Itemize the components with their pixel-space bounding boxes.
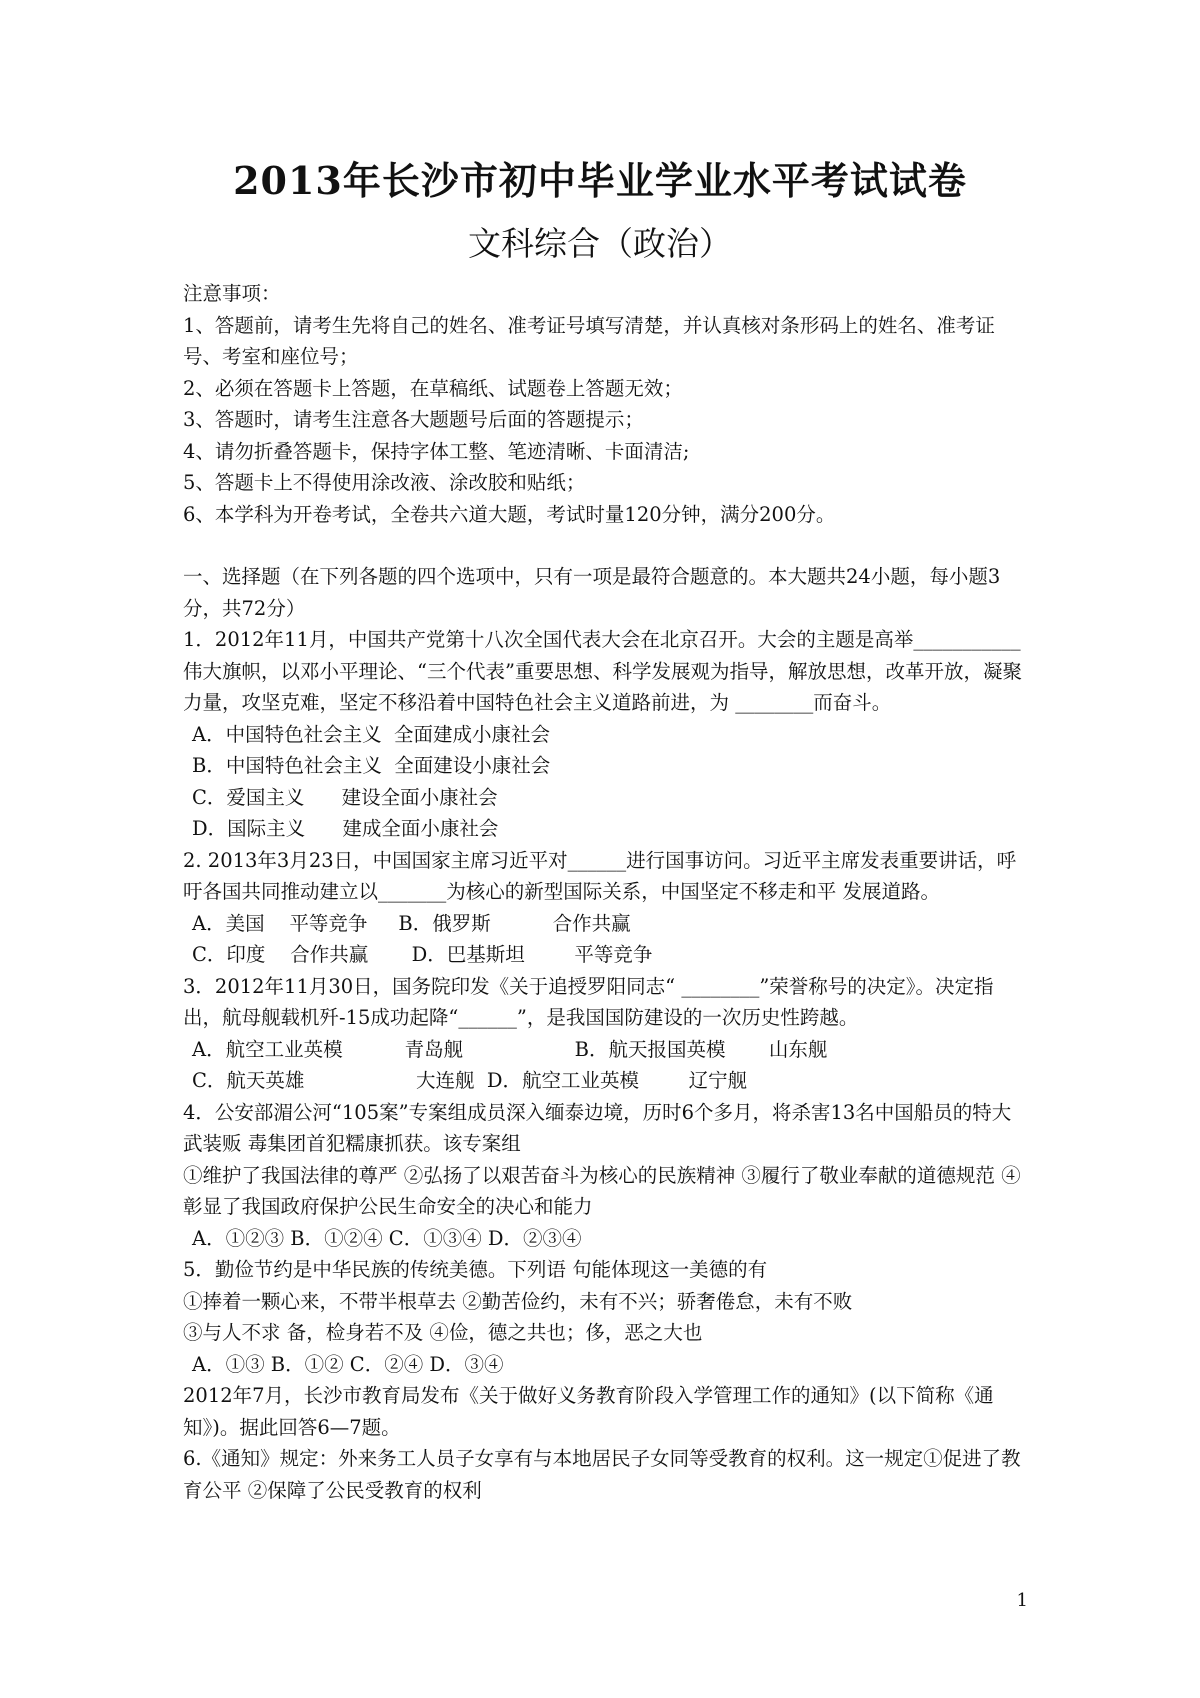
question-option: C．印度 合作共赢 D．巴基斯坦 平等竞争 [192, 943, 653, 966]
question-stem-3: 3．2012年11月30日，国务院印发《关于追授罗阳同志“ ________”荣誉称号的决定》。决定指出，航母舰载机歼-15成功起降“______”，是我国国防建设的一次历史性跨越。 [183, 974, 994, 1029]
question-statements: ③与人不求 备，检身若不及 ④俭，德之共也；侈，恶之大也 [183, 1321, 703, 1344]
question-stem-4: 4．公安部湄公河“105案”专案组成员深入缅泰边境，历时6个多月，将杀害13名中国船员的特大武装贩 毒集团首犯糯康抓获。该专案组 [183, 1100, 1012, 1155]
question-stem-5: 5．勤俭节约是中华民族的传统美德。下列语 句能体现这一美德的有 [183, 1258, 768, 1281]
notice-item: 1、答题前，请考生先将自己的姓名、准考证号填写清楚，并认真核对条形码上的姓名、准考证号、考室和座位号； [183, 313, 995, 368]
question-option: A．美国 平等竞争 B．俄罗斯 合作共赢 [192, 911, 631, 935]
question-statements: ①捧着一颗心来，不带半根草去 ②勤苦俭约，未有不兴；骄奢倦怠，未有不败 [183, 1289, 853, 1313]
material-text: 2012年7月，长沙市教育局发布《关于做好义务教育阶段入学管理工作的通知》(以下简称《通知》)。据此回答6—7题。 [183, 1384, 994, 1439]
question-option: A．中国特色社会主义 全面建成小康社会 [192, 722, 550, 746]
question-option: A．航空工业英模 青岛舰 B．航天报国英模 山东舰 [192, 1037, 828, 1061]
question-stem-6: 6.《通知》规定：外来务工人员子女享有与本地居民子女同等受教育的权利。这一规定①促进了教育公平 ②保障了公民受教育的权利 [183, 1447, 1021, 1502]
exam-content [183, 278, 1028, 1506]
question-stem-1: 1．2012年11月，中国共产党第十八次全国代表大会在北京召开。大会的主题是高举___________伟大旗帜，以邓小平理论、“三个代表”重要思想、科学发展观为指导，解放思想，改革开放，凝聚力量，攻坚克难，坚定不移沿着中国特色社会主义道路前进，为 ________而奋斗。 [183, 628, 1022, 714]
question-option: C．爱国主义 建设全面小康社会 [192, 785, 498, 809]
notice-heading: 注意事项： [183, 282, 281, 305]
question-option: A．①③ B．①② C．②④ D．③④ [192, 1352, 504, 1376]
question-option: C．航天英雄 大连舰 D．航空工业英模 辽宁舰 [192, 1069, 748, 1092]
spacer [183, 530, 1028, 561]
page-number: 1 [1016, 1590, 1028, 1611]
question-option: A．①②③ B．①②④ C．①③④ D．②③④ [192, 1226, 582, 1250]
section-heading: 一、选择题（在下列各题的四个选项中，只有一项是最符合题意的。本大题共24小题，每小题3分，共72分） [183, 565, 1001, 620]
page-title: 2013年长沙市初中毕业学业水平考试试卷 [233, 158, 967, 203]
notice-item: 4、请勿折叠答题卡，保持字体工整、笔迹清晰、卡面清洁; [183, 439, 690, 463]
question-option: B．中国特色社会主义 全面建设小康社会 [192, 754, 551, 777]
notice-item: 5、答题卡上不得使用涂改液、涂改胶和贴纸； [183, 471, 586, 494]
question-stem-2: 2. 2013年3月23日，中国国家主席习近平对______进行国事访问。习近平主席发表重要讲话，呼吁各国共同推动建立以_______为核心的新型国际关系，中国坚定不移走和平 发展道路。 [183, 848, 1017, 903]
notice-item: 6、本学科为开卷考试，全卷共六道大题，考试时量120分钟，满分200分。 [183, 502, 836, 526]
page-subtitle: 文科综合（政治） [468, 224, 732, 263]
question-statements: ①维护了我国法律的尊严 ②弘扬了以艰苦奋斗为核心的民族精神 ③履行了敬业奉献的道德规范 ④彰显了我国政府保护公民生命安全的决心和能力 [183, 1163, 1021, 1218]
question-option: D．国际主义 建成全面小康社会 [192, 817, 499, 840]
notice-item: 3、答题时，请考生注意各大题题号后面的答题提示； [183, 408, 644, 431]
notice-item: 2、必须在答题卡上答题，在草稿纸、试题卷上答题无效； [183, 376, 683, 400]
